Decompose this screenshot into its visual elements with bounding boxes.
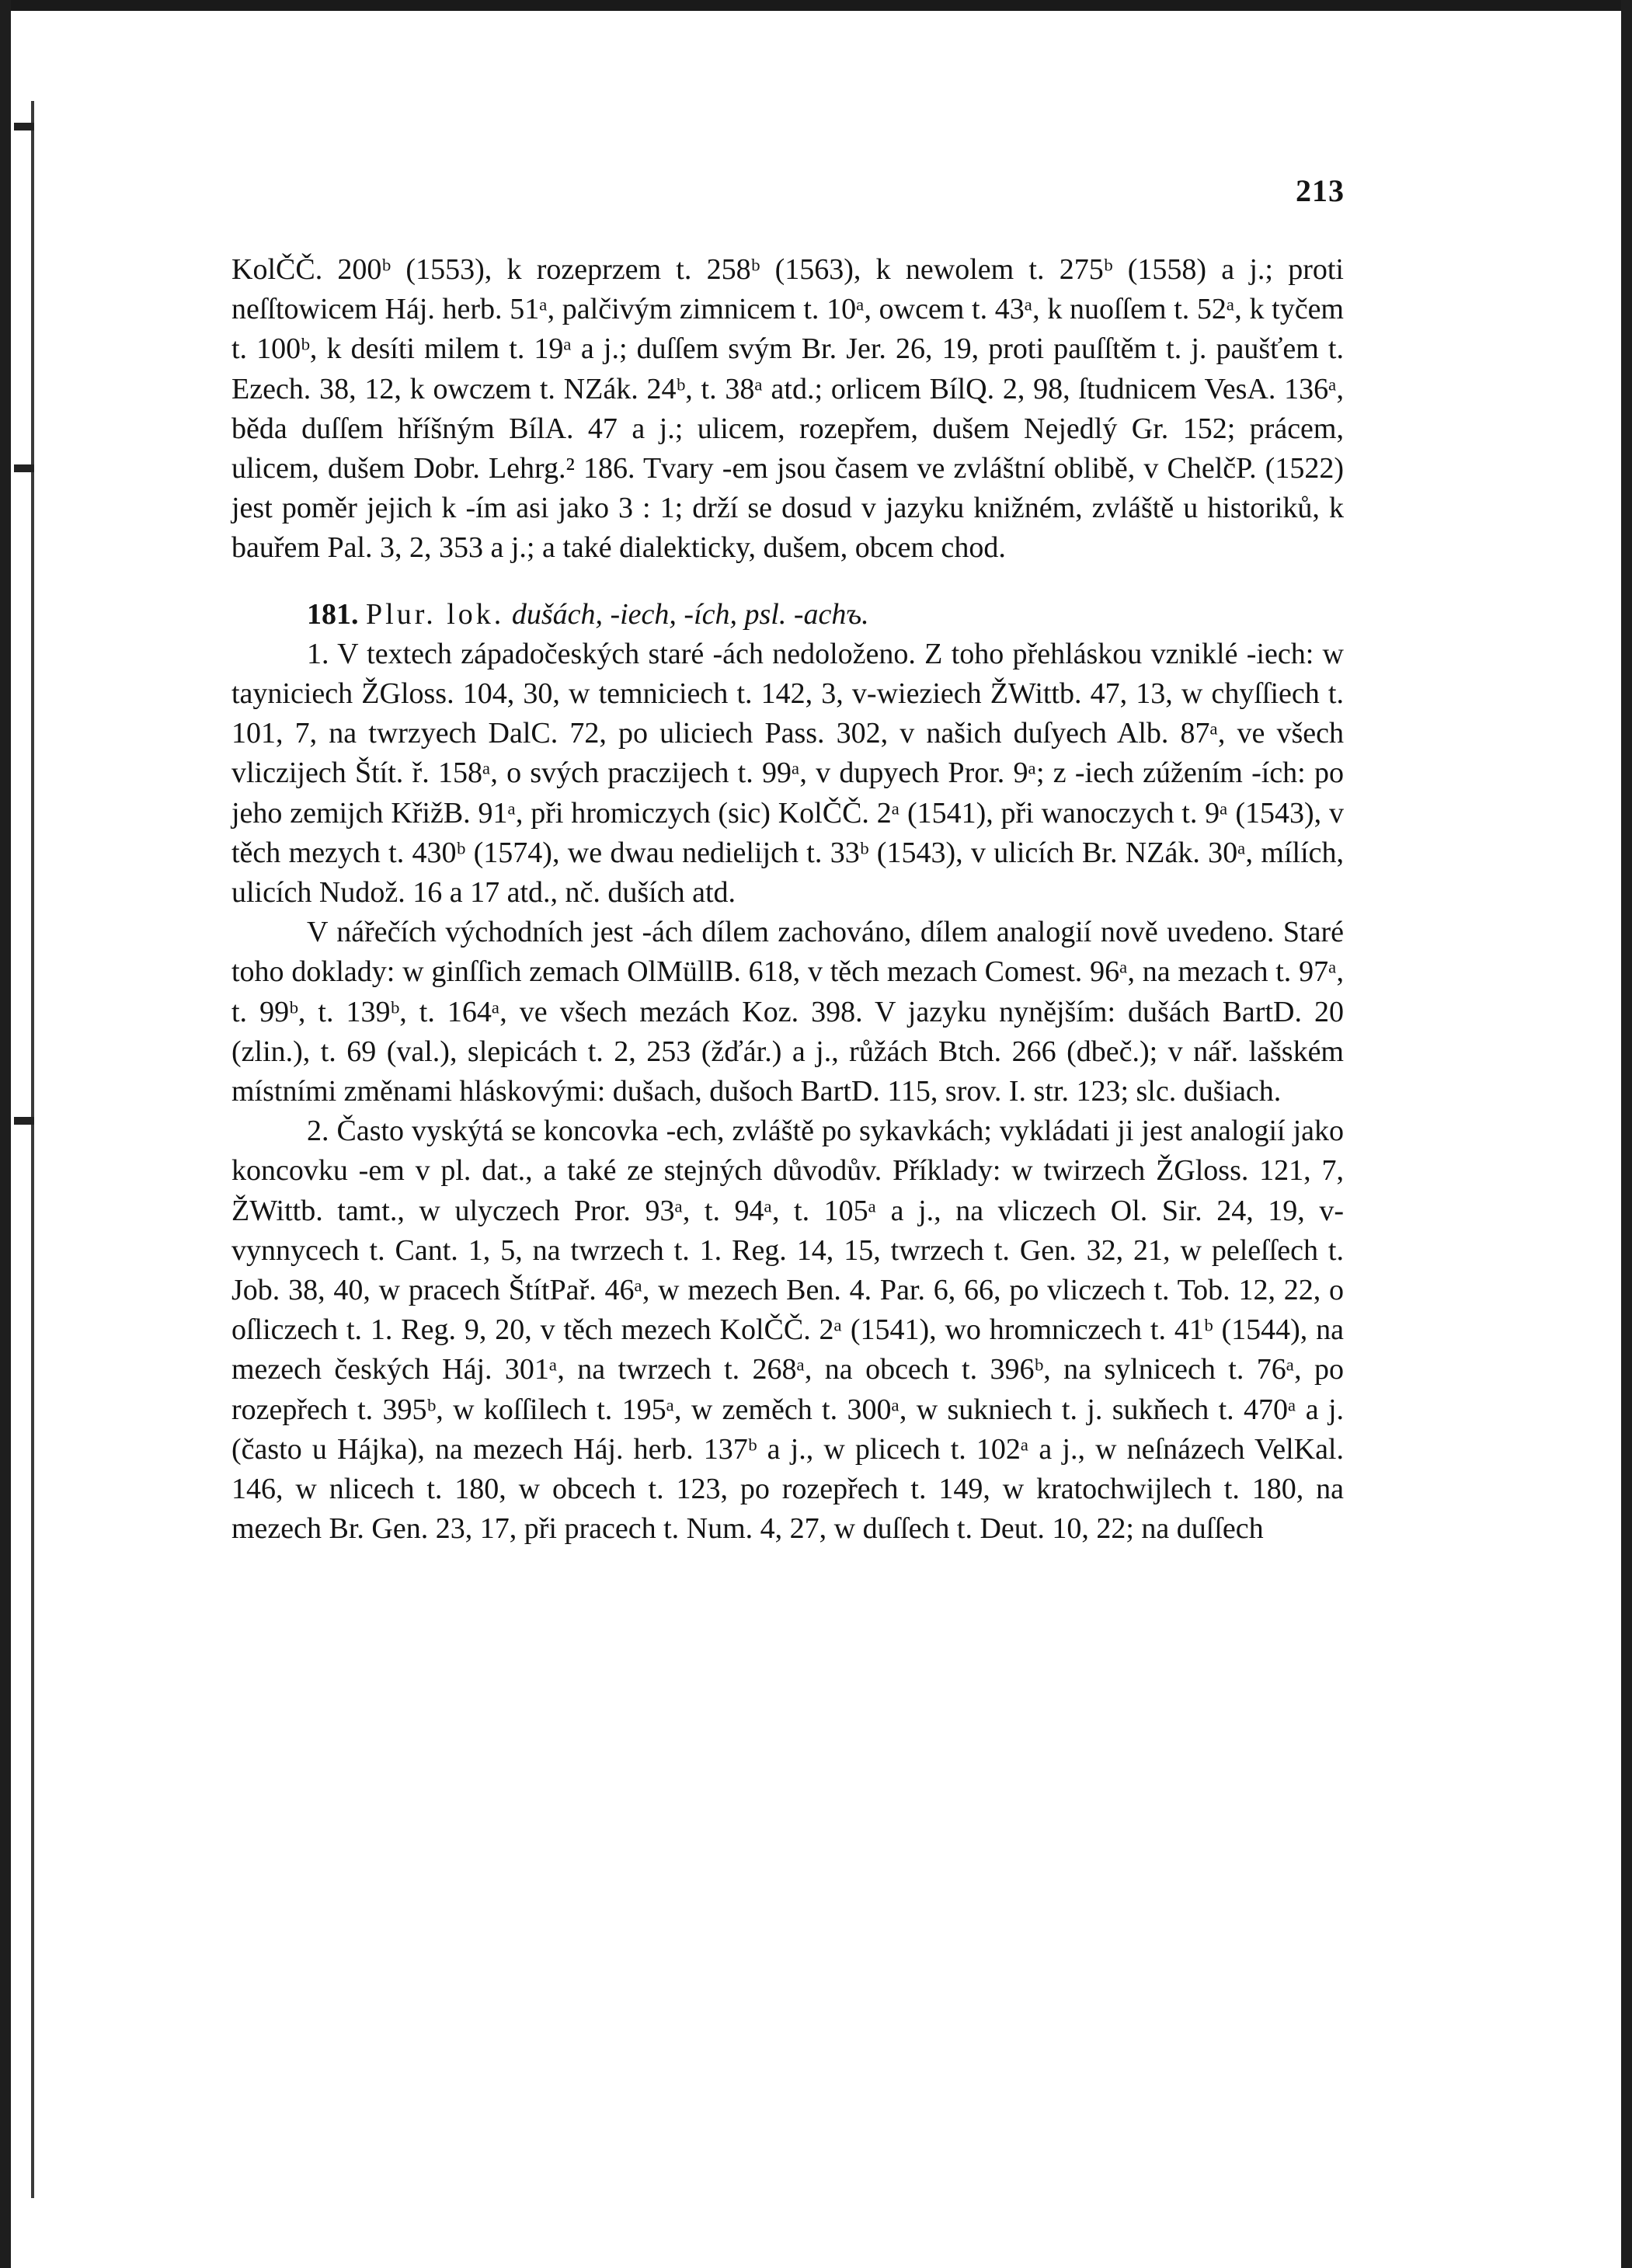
paragraph: 1. V textech západočeských staré -ách nedoloženo. Z toho přehláskou vzniklé -iech: w tayniciech ŽGloss. 104, 30, w temniciech t. 142, 3, v-wieziech ŽWittb. 47, 13, w chyſſiech t. 101, 7, na twrzyech DalC. 72, po uliciech Pass. 302, v našich duſyech Alb. 87ᵃ, ve všech vliczijech Štít. ř. 158ᵃ, o svých praczijech t. 99ᵃ, v dupyech Pror. 9ᵃ; z -iech zúžením -ích: po jeho zemijch KřižB. 91ᵃ, při hromiczych (sic) KolČČ. 2ᵃ (1541), při wanoczych t. 9ᵃ (1543), v těch mezych t. 430ᵇ (1574), we dwau nedielijch t. 33ᵇ (1543), v ulicích Br. NZák. 30ᵃ, mílích, ulicích Nudož. 16 a 17 atd., nč. duších atd. xyxy=(231,637,1344,910)
paragraph: 2. Často vyskýtá se koncovka -ech, zvláště po sykavkách; vykládati ji jest analogií jako koncovku -em v pl. dat., a také ze stejných důvodův. Příklady: w twirzech ŽGloss. 121, 7, ŽWittb. tamt., w ulyczech Pror. 93ᵃ, t. 94ᵃ, t. 105ᵃ a j., na vliczech Ol. Sir. 24, 19, v-vynnycech t. Cant. 1, 5, na twrzech t. 1. Reg. 14, 15, twrzech t. Gen. 32, 21, w peleſſech t. Job. 38, 40, w pracech ŠtítPař. 46ᵃ, w mezech Ben. 4. Par. 6, 66, po vliczech t. Tob. 12, 22, o oſliczech t. 1. Reg. 9, 20, v těch mezech KolČČ. 2ᵃ (1541), wo hromniczech t. 41ᵇ (1544), na mezech českých Háj. 301ᵃ, na twrzech t. 268ᵃ, na obcech t. 396ᵇ, na sylnicech t. 76ᵃ, po rozepřech t. 395ᵇ, w koſſilech t. 195ᵃ, w zeměch t. 300ᵃ, w sukniech t. j. sukňech t. 470ᵃ a j. (často u Hájka), na mezech Háj. herb. 137ᵇ a j., w plicech t. 102ᵃ a j., w neſnázech VelKal. 146, w nlicech t. 180, w obcech t. 123, po rozepřech t. 149, w kratochwijlech t. 180, na mezech Br. Gen. 23, 17, při pracech t. Num. 4, 27, w duſſech t. Deut. 10, 22; na duſſech xyxy=(231,1115,1344,1546)
scan-border-left xyxy=(0,0,11,2268)
page-number: 213 xyxy=(1296,173,1345,208)
section-number: 181. xyxy=(307,597,359,631)
scan-border-right xyxy=(1621,0,1632,2268)
binding-mark xyxy=(14,123,34,130)
paragraph-continued: KolČČ. 200ᵇ (1553), k rozeprzem t. 258ᵇ (1563), k newolem t. 275ᵇ (1558) a j.; proti neſſtowicem Háj. herb. 51ᵃ, palčivým zimnicem t. 10ᵃ, owcem t. 43ᵃ, k nuoſſem t. 52ᵃ, k tyčem t. 100ᵇ, k desíti milem t. 19ᵃ a j.; duſſem svým Br. Jer. 26, 19, proti pauſſtěm t. j. paušťem t. Ezech. 38, 12, k owczem t. NZák. 24ᵇ, t. 38ᵃ atd.; orlicem BílQ. 2, 98, ſtudnicem VesA. 136ᵃ, běda duſſem hříšným BílA. 47 a j.; ulicem, rozepřem, dušem Nejedlý Gr. 152; prácem, ulicem, dušem Dobr. Lehrg.² 186. Tvary -em jsou časem ve zvláštní oblibě, v ChelčP. (1522) jest poměr jejich k -ím asi jako 3 : 1; drží se dosud v jazyku knižném, zvláště u historiků, k bauřem Pal. 3, 2, 353 a j.; a také dialekticky, dušem, obcem chod. xyxy=(231,253,1344,565)
scan-border-top xyxy=(0,0,1632,11)
binding-edge-line xyxy=(31,101,34,2198)
binding-mark xyxy=(14,464,34,472)
paragraph: V nářečích východních jest -ách dílem zachováno, dílem analogií nově uvedeno. Staré toho doklady: w ginſſich zemach OlMüllB. 618, v těch mezach Comest. 96ᵃ, na mezach t. 97ᵃ, t. 99ᵇ, t. 139ᵇ, t. 164ᵃ, ve všech mezách Koz. 398. V jazyku nynějším: dušách BartD. 20 (zlin.), t. 69 (val.), slepicách t. 2, 253 (žďár.) a j., růžách Btch. 266 (dbeč.); v nář. lašském místními změnami hláskovými: dušach, dušoch BartD. 115, srov. I. str. 123; slc. dušiach. xyxy=(231,916,1344,1108)
section-forms: dušách, -iech, -ích, psl. -achъ. xyxy=(511,597,869,631)
binding-mark xyxy=(14,1117,34,1125)
page-body xyxy=(231,250,1344,1550)
section-label: Plur. lok. xyxy=(366,597,505,631)
section-heading xyxy=(231,595,1344,635)
